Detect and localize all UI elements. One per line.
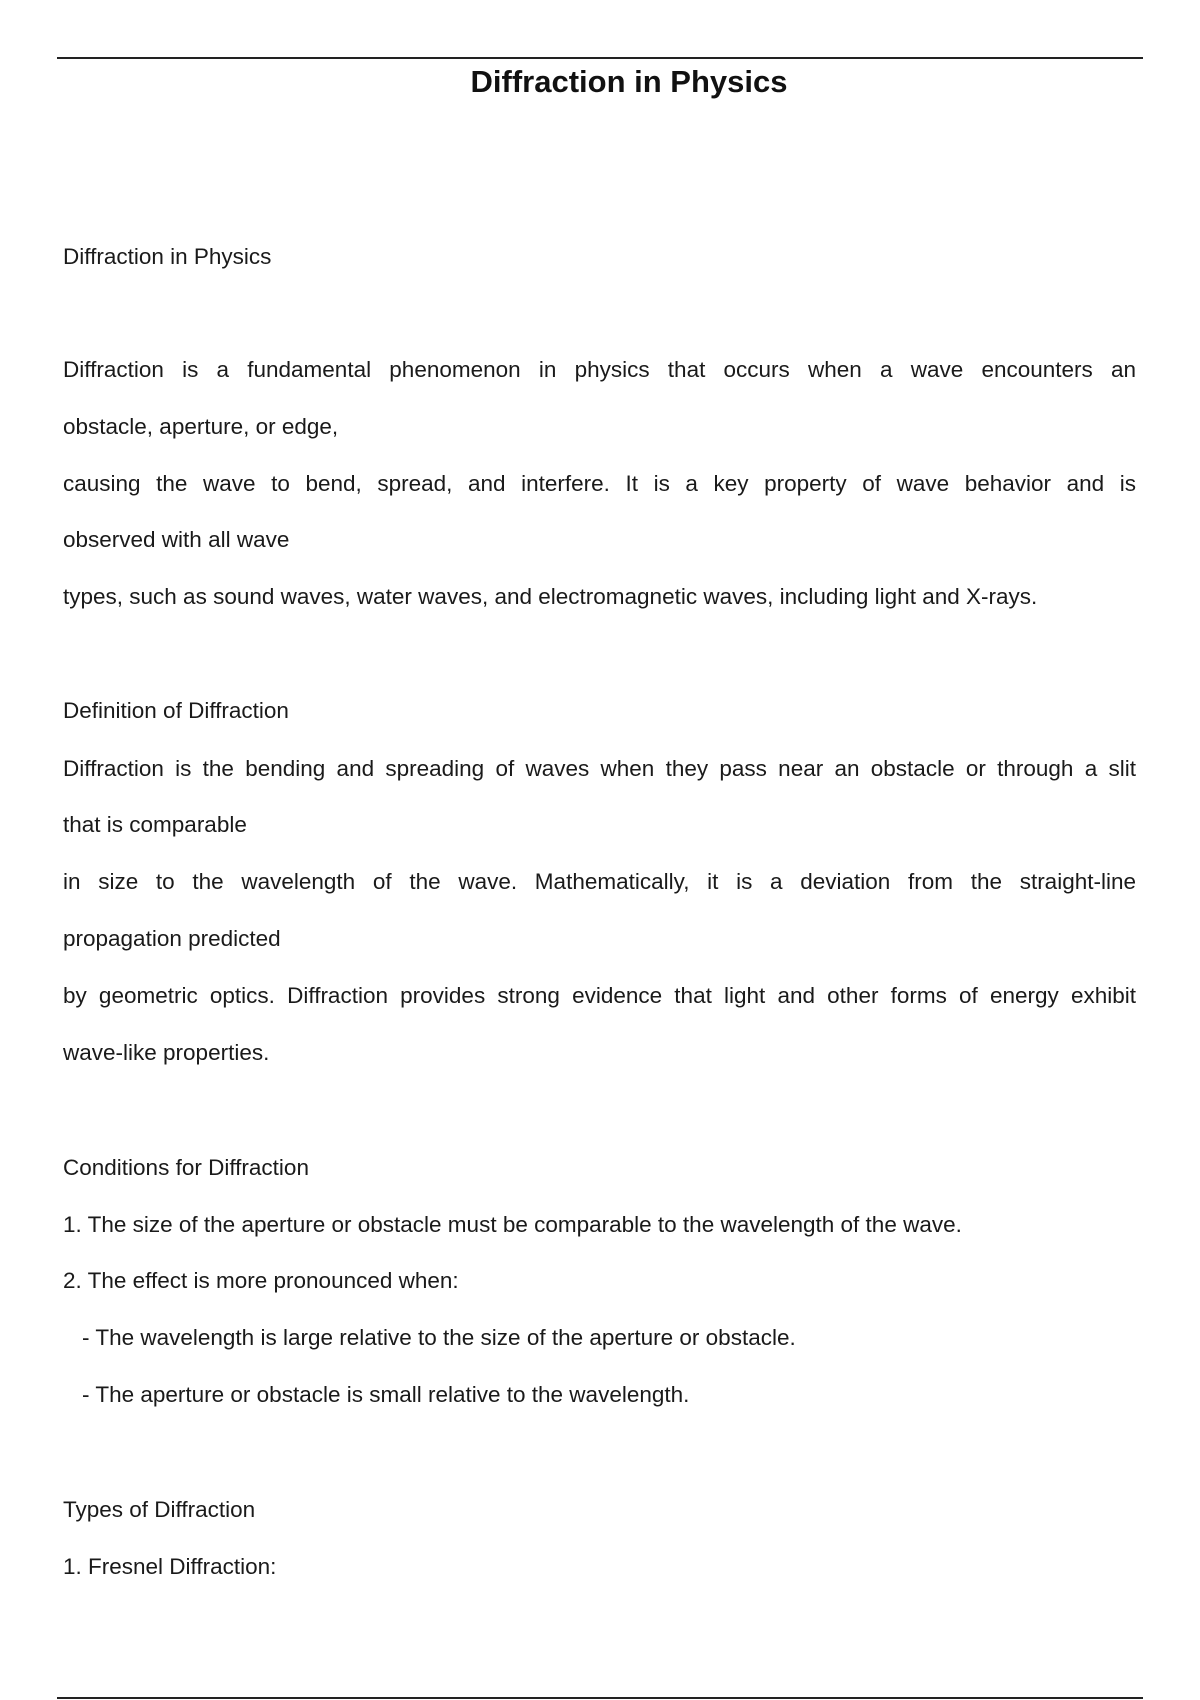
top-rule	[57, 57, 1143, 59]
definition-line-3: in size to the wavelength of the wave. Mathematically, it is a deviation from the straight-line	[63, 869, 1136, 894]
definition-line-2: that is comparable	[63, 812, 247, 837]
conditions-subitem-2: - The aperture or obstacle is small relative to the wavelength.	[82, 1382, 690, 1407]
types-item-1: 1. Fresnel Diffraction:	[63, 1554, 277, 1579]
definition-line-4: propagation predicted	[63, 926, 281, 951]
conditions-item-2: 2. The effect is more pronounced when:	[63, 1268, 459, 1293]
intro-line-2: obstacle, aperture, or edge,	[63, 414, 339, 439]
definition-line-5: by geometric optics. Diffraction provides strong evidence that light and other forms of energy exhibit	[63, 983, 1136, 1008]
definition-line-1: Diffraction is the bending and spreading of waves when they pass near an obstacle or through a slit	[63, 756, 1136, 781]
section-heading-types: Types of Diffraction	[63, 1497, 256, 1522]
intro-line-5: types, such as sound waves, water waves, and electromagnetic waves, including light and X-rays.	[63, 584, 1038, 609]
intro-line-4: observed with all wave	[63, 527, 290, 552]
section-heading-conditions: Conditions for Diffraction	[63, 1155, 309, 1180]
intro-line-1: Diffraction is a fundamental phenomenon in physics that occurs when a wave encounters an	[63, 357, 1136, 382]
section-heading-definition: Definition of Diffraction	[63, 698, 289, 723]
bottom-rule	[57, 1697, 1143, 1699]
intro-line-3: causing the wave to bend, spread, and interfere. It is a key property of wave behavior and is	[63, 471, 1136, 496]
conditions-subitem-1: - The wavelength is large relative to the size of the aperture or obstacle.	[82, 1325, 796, 1350]
page-title: Diffraction in Physics	[470, 64, 788, 99]
section-heading-intro: Diffraction in Physics	[63, 244, 272, 269]
conditions-item-1: 1. The size of the aperture or obstacle must be comparable to the wavelength of the wave.	[63, 1212, 962, 1237]
definition-line-6: wave-like properties.	[63, 1040, 270, 1065]
